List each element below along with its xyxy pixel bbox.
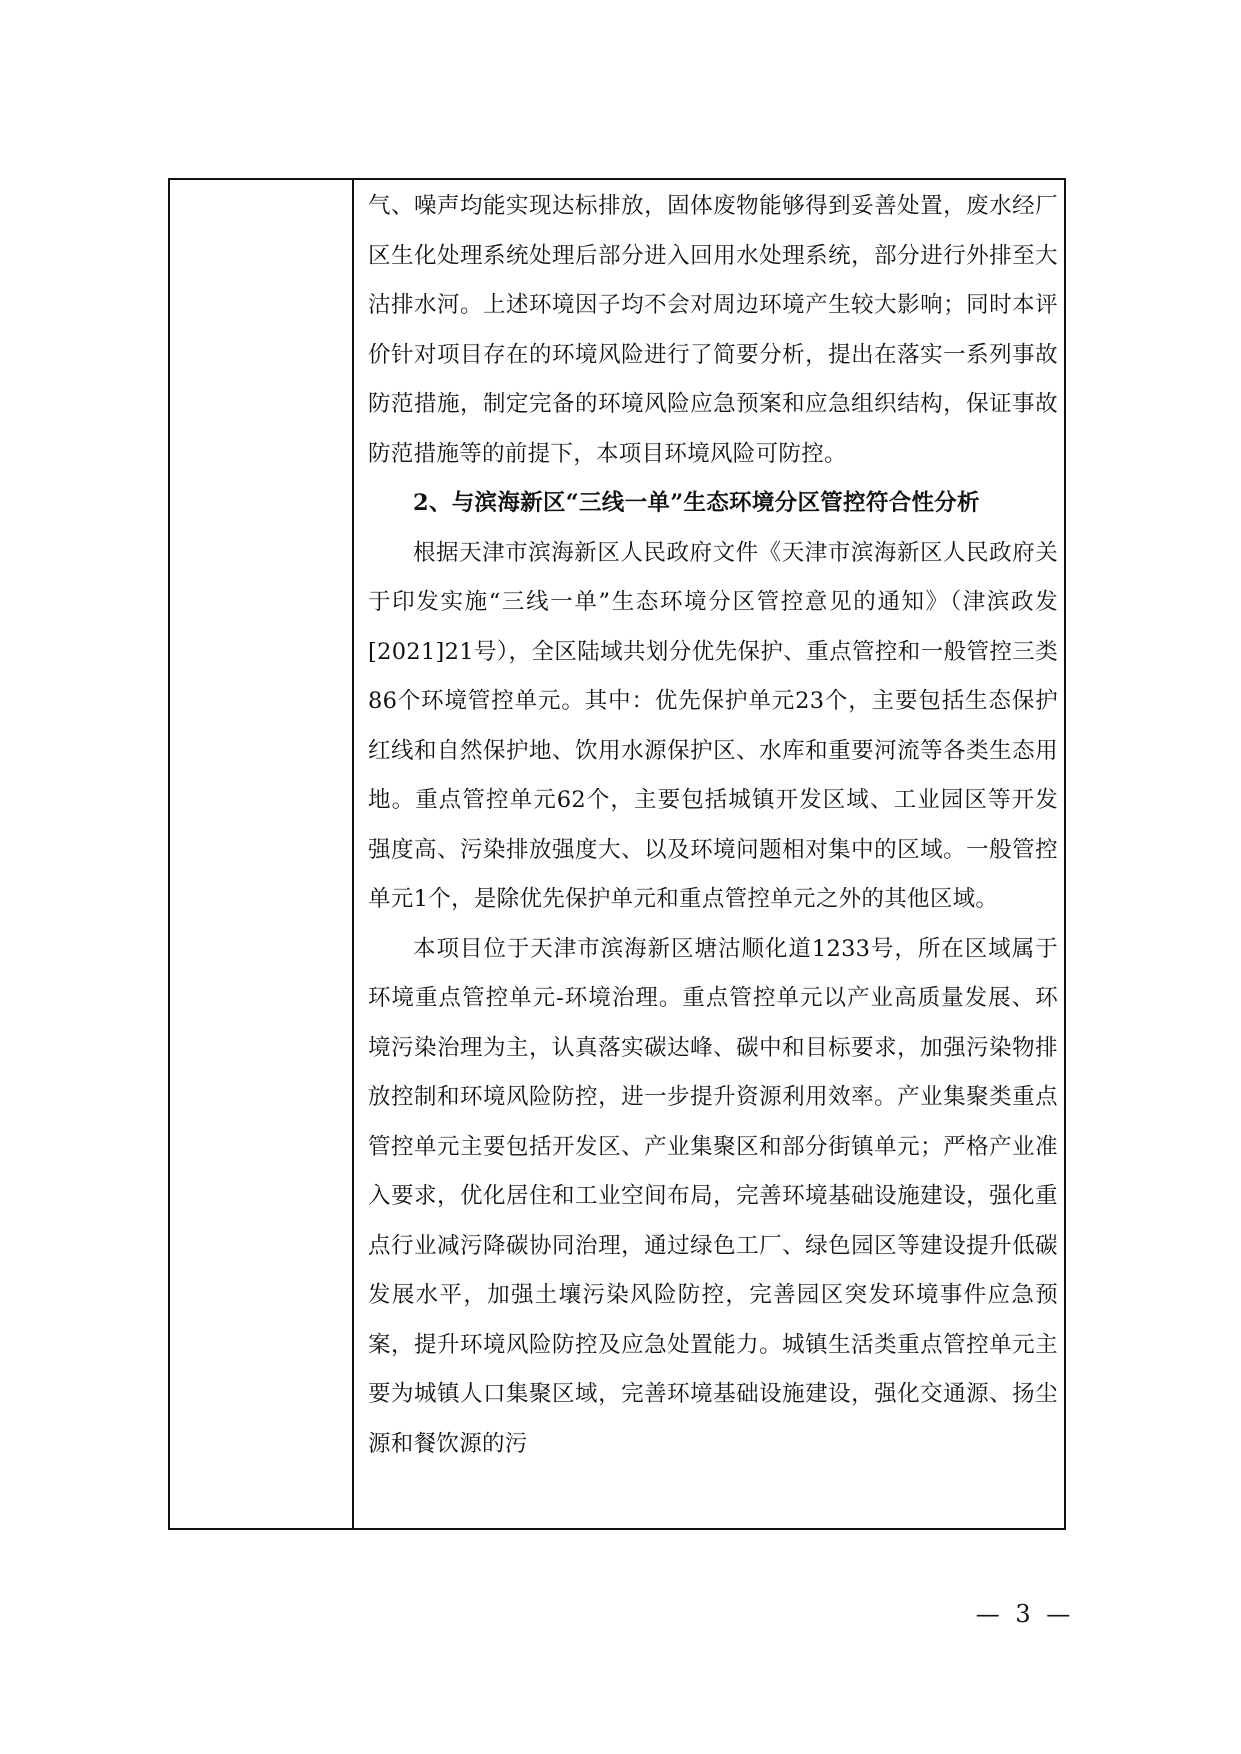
table-left-cell <box>170 180 354 1528</box>
table-right-cell <box>368 180 1058 1528</box>
paragraph-continued: 气、噪声均能实现达标排放，固体废物能够得到妥善处置，废水经厂区生化处理系统处理后部分进入回用水处理系统，部分进行外排至大沽排水河。上述环境因子均不会对周边环境产生较大影响；同时本评价针对项目存在的环境风险进行了简要分析，提出在落实一系列事故防范措施，制定完备的环境风险应急预案和应急组织结构，保证事故防范措施等的前提下，本项目环境风险可防控。 <box>368 193 1058 467</box>
content-table <box>168 178 1066 1530</box>
section-heading: 2、与滨海新区“三线一单”生态环境分区管控符合性分析 <box>413 490 980 516</box>
paragraph-project-location: 本项目位于天津市滨海新区塘沽顺化道1233号，所在区域属于环境重点管控单元-环境治理。重点管控单元以产业高质量发展、环境污染治理为主，认真落实碳达峰、碳中和目标要求，加强污染物排放控制和环境风险防控，进一步提升资源利用效率。产业集聚类重点管控单元主要包括开发区、产业集聚区和部分街镇单元；严格产业准入要求，优化居住和工业空间布局，完善环境基础设施建设，强化重点行业减污降碳协同治理，通过绿色工厂、绿色园区等建设提升低碳发展水平，加强土壤污染风险防控，完善园区突发环境事件应急预案，提升环境风险防控及应急处置能力。城镇生活类重点管控单元主要为城镇人口集聚区域，完善环境基础设施建设，强化交通源、扬尘源和餐饮源的污 <box>368 935 1058 1457</box>
page-number: — 3 — <box>975 1600 1075 1628</box>
paragraph-zoning-overview: 根据天津市滨海新区人民政府文件《天津市滨海新区人民政府关于印发实施“三线一单”生态环境分区管控意见的通知》（津滨政发[2021]21号），全区陆域共划分优先保护、重点管控和一般管控三类86个环境管控单元。其中：优先保护单元23个，主要包括生态保护红线和自然保护地、饮用水源保护区、水库和重要河流等各类生态用地。重点管控单元62个，主要包括城镇开发区域、工业园区等开发强度高、污染排放强度大、以及环境问题相对集中的区域。一般管控单元1个，是除优先保护单元和重点管控单元之外的其他区域。 <box>368 539 1058 912</box>
